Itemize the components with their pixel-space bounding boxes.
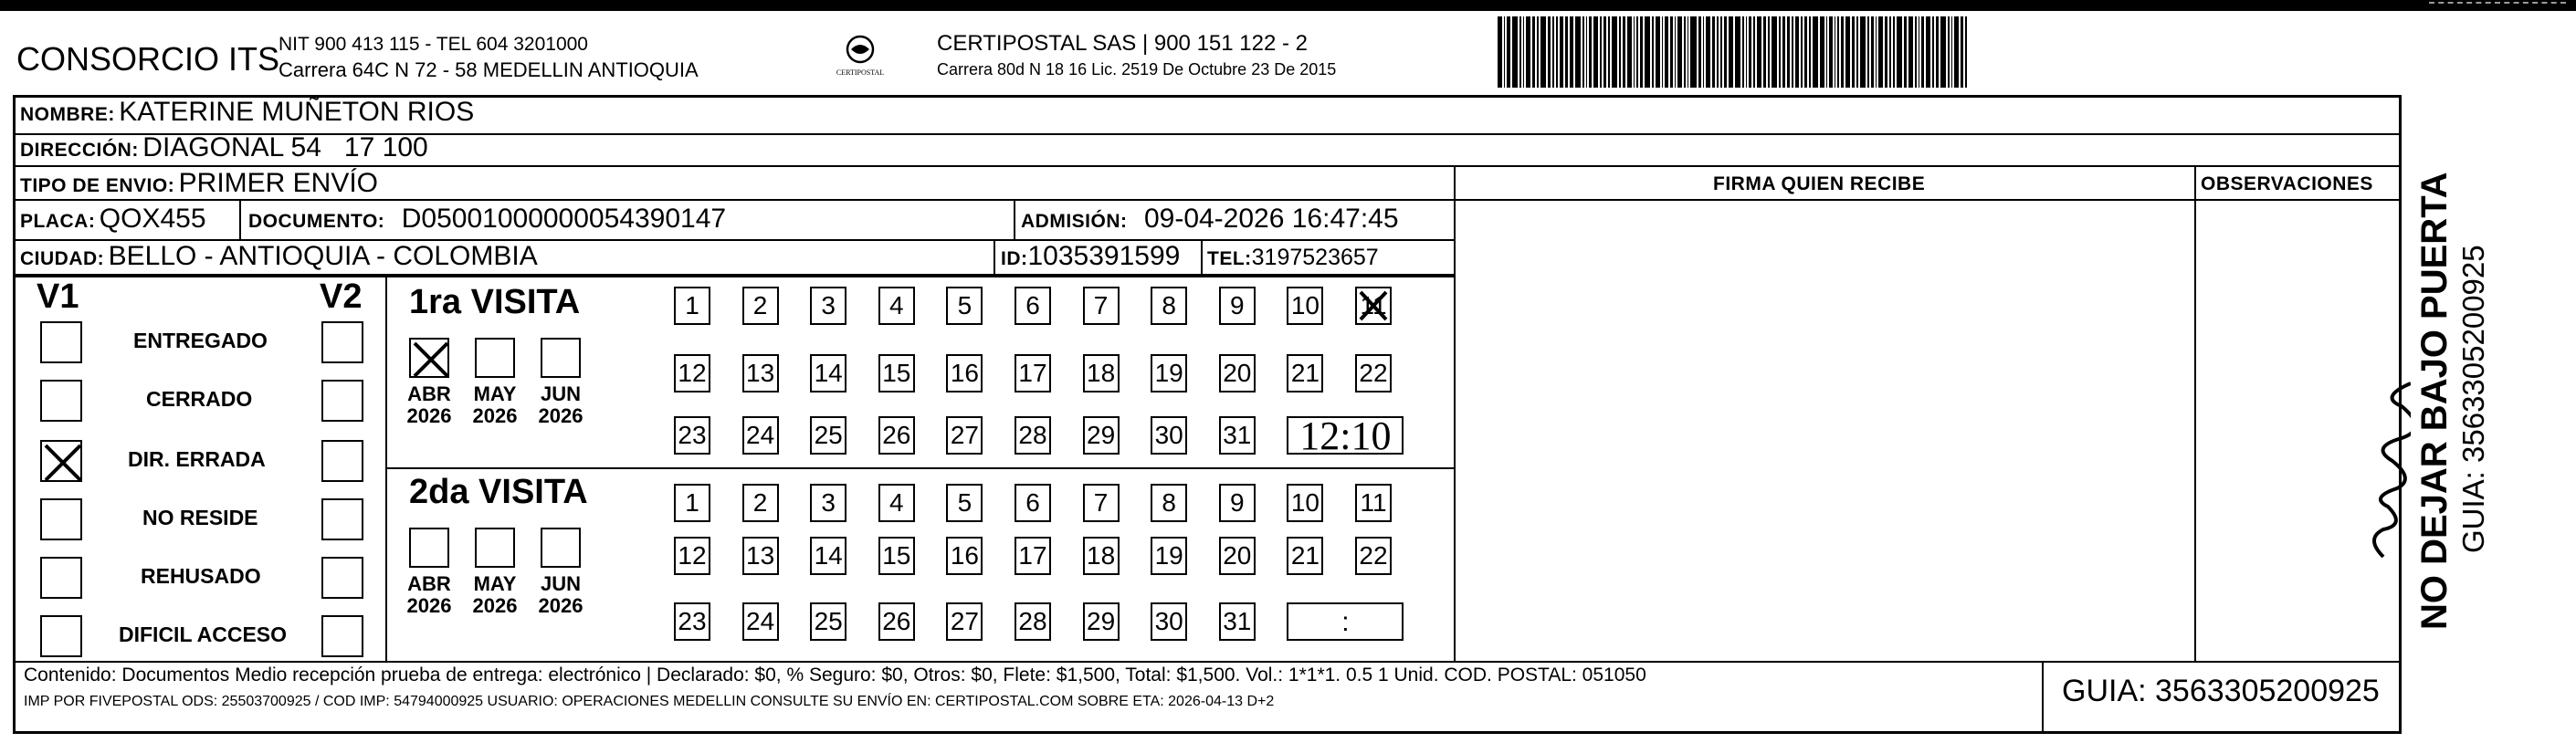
status-label: DIFICIL ACCESO [119,623,288,646]
footer-guia: GUIA: 3563305200925 [2062,674,2380,708]
observaciones-header: OBSERVACIONES [2201,173,2373,194]
barcode-bar [1772,16,1777,88]
v2-checkbox[interactable] [321,498,363,540]
status-label: DIR. ERRADA [128,447,266,471]
barcode-bar [1915,16,1917,88]
day-cell[interactable]: 22 [1355,354,1392,392]
day-cell[interactable]: 12 [674,354,710,392]
day-cell[interactable]: 25 [810,416,846,455]
barcode-bar [1782,16,1785,88]
day-cell[interactable]: 27 [946,416,983,455]
barcode-bar [1706,16,1710,88]
status-label: REHUSADO [141,564,261,588]
day-cell[interactable]: 10 [1287,287,1323,325]
day-cell[interactable]: 15 [878,537,915,575]
month-name: MAY [473,382,517,405]
nombre-value: KATERINE MUÑETON RIOS [119,97,475,127]
barcode-bar [1548,16,1551,88]
status-label: ENTREGADO [133,329,268,352]
barcode-bar [1878,16,1883,88]
v1-checkbox[interactable] [40,615,82,657]
day-cell[interactable]: 21 [1287,537,1323,575]
barcode-bar [1948,16,1950,88]
barcode-bar [1936,16,1939,88]
day-cell[interactable]: 29 [1083,416,1120,455]
documento-value: D05001000000054390147 [401,204,727,234]
barcode-bar [1645,16,1650,88]
tel-value: 3197523657 [1251,245,1379,270]
barcode-bar [1871,16,1874,88]
day-cell[interactable]: 4 [878,484,915,522]
barcode-bar [1575,16,1581,88]
barcode-bar [1526,16,1530,88]
day-cell[interactable]: 16 [946,537,983,575]
day-cell[interactable]: 7 [1083,484,1120,522]
month-year: 2026 [538,594,584,617]
month-checkbox[interactable] [475,338,515,378]
month-year: 2026 [472,404,518,427]
barcode-bar [1507,16,1509,88]
month-checkbox[interactable] [541,528,581,568]
placa-field [20,204,206,235]
barcode-bar [1809,16,1811,88]
day-cell[interactable]: 20 [1219,354,1256,392]
barcode-bar [1670,16,1673,88]
barcode-bar [1656,16,1660,88]
barcode-bar [1532,16,1535,88]
v2-checkbox[interactable] [321,615,363,657]
status-label: CERRADO [146,387,253,411]
barcode-bar [1801,16,1803,88]
barcode-bar [1652,16,1654,88]
day-cell[interactable]: 5 [946,287,983,325]
day-cell[interactable]: 27 [946,602,983,641]
day-cell[interactable]: 30 [1151,602,1187,641]
barcode-bar [1804,16,1807,88]
barcode-bar [1897,16,1902,88]
v2-checkbox[interactable] [321,380,363,422]
placa-label: PLACA: [20,211,96,232]
barcode-bar [1837,16,1839,88]
barcode-bar [1885,16,1887,88]
barcode-bar [1640,16,1643,88]
barcode-bar [1519,16,1521,88]
barcode-bar [1593,16,1598,88]
barcode-bar [1582,16,1584,88]
day-cell[interactable]: 26 [878,416,915,455]
day-cell[interactable]: 30 [1151,416,1187,455]
barcode-bar [1665,16,1667,88]
day-cell[interactable]: 5 [946,484,983,522]
ciudad-value: BELLO - ANTIOQUIA - COLOMBIA [108,241,538,271]
day-cell[interactable]: 6 [1015,484,1051,522]
v2-header: V2 [320,277,363,316]
id-label: ID: [1001,248,1028,269]
tipo-label: TIPO DE ENVIO: [20,175,175,196]
month-checkbox[interactable] [541,338,581,378]
barcode-bar [1826,16,1828,88]
logo-text: CERTIPOSTAL [836,68,885,77]
day-cell[interactable]: 10 [1287,484,1323,522]
v1-checkbox[interactable] [40,557,82,599]
status-label: NO RESIDE [142,506,258,529]
corner-marks [2429,2,2566,7]
barcode-bar [1893,16,1895,88]
barcode-bar [1703,16,1705,88]
admision-field [1021,204,1399,235]
day-cell[interactable]: 14 [810,354,846,392]
day-cell[interactable]: 6 [1015,287,1051,325]
first-visit-title: 1ra VISITA [409,283,581,321]
id-value: 1035391599 [1027,241,1181,271]
barcode-bar [1589,16,1592,88]
placa-value: QOX455 [99,204,206,234]
day-cell[interactable]: 2 [742,287,779,325]
day-cell[interactable]: 13 [742,354,779,392]
nombre-row [20,97,474,128]
month-name: JUN [540,382,581,405]
ciudad-label: CIUDAD: [20,248,105,269]
barcode-bar [1690,16,1696,88]
v1-checkbox[interactable] [40,440,82,482]
barcode-bar [1552,16,1554,88]
company-address: Carrera 64C N 72 - 58 MEDELLIN ANTIOQUIA [279,58,699,81]
day-cell[interactable]: 15 [878,354,915,392]
barcode-bar [1684,16,1686,88]
day-cell[interactable]: 29 [1083,602,1120,641]
day-cell[interactable]: 21 [1287,354,1323,392]
barcode-bar [1961,16,1963,88]
barcode-bar [1556,16,1558,88]
month-label [529,383,593,427]
barcode-bar [1570,16,1572,88]
day-cell[interactable]: 11 [1355,484,1392,522]
month-label [463,573,527,617]
day-cell[interactable]: 23 [674,416,710,455]
day-cell[interactable]: 31 [1219,602,1256,641]
barcode-bar [1954,16,1959,88]
barcode-bar [1768,16,1770,88]
day-cell[interactable]: 14 [810,537,846,575]
month-label [397,383,461,427]
barcode-bar [1792,16,1793,88]
day-cell[interactable]: 3 [810,484,846,522]
barcode-bar [1852,16,1855,88]
barcode-bar [1926,16,1930,88]
direccion-label: DIRECCIÓN: [20,140,139,161]
barcode-bar [1749,16,1751,88]
day-cell[interactable]: 19 [1151,354,1187,392]
day-cell[interactable]: 7 [1083,287,1120,325]
day-cell[interactable]: 8 [1151,287,1187,325]
barcode-bar [1932,16,1934,88]
tel-field [1207,245,1379,271]
footer-imp: IMP POR FIVEPOSTAL ODS: 25503700925 / COD IMP: 54794000925 USUARIO: OPERACIONES MEDELLIN CONSULTE SU ENVÍO EN: CERTIPOSTAL.COM SOBRE ETA: 2026-04-13 D+2 [24,694,1275,709]
day-cell[interactable]: 26 [878,602,915,641]
day-cell[interactable]: 4 [878,287,915,325]
barcode-bar [1779,16,1781,88]
month-year: 2026 [472,594,518,617]
v1-checkbox[interactable] [40,321,82,363]
month-name: ABR [407,572,451,595]
barcode-bar [1841,16,1844,88]
day-cell[interactable]: 22 [1355,537,1392,575]
day-cell[interactable]: 25 [810,602,846,641]
day-cell[interactable]: 11 [1355,287,1392,325]
barcode-bar [1856,16,1858,88]
month-checkbox[interactable] [409,528,449,568]
courier-name: CERTIPOSTAL SAS | 900 151 122 - 2 [937,31,1308,56]
side-guia: GUIA: 3563305200925 [2456,245,2490,553]
barcode-bar [1600,16,1602,88]
company-nit: NIT 900 413 115 - TEL 604 3201000 [279,34,588,55]
barcode-bar [1634,16,1635,88]
day-cell[interactable]: 31 [1219,416,1256,455]
barcode-bar [1795,16,1800,88]
second-visit-title: 2da VISITA [409,473,588,511]
day-cell[interactable]: 17 [1015,354,1051,392]
barcode-bar [1698,16,1701,88]
month-name: ABR [407,382,451,405]
barcode-bar [1746,16,1748,88]
tel-label: TEL: [1207,248,1252,269]
barcode-bar [1712,16,1715,88]
barcode-bar [1951,16,1953,88]
barcode-bar [1627,16,1632,88]
day-cell[interactable]: 23 [674,602,710,641]
barcode-bar [1889,16,1891,88]
courier-address: Carrera 80d N 18 16 Lic. 2519 De Octubre 23 De 2015 [937,60,1337,78]
barcode-bar [1867,16,1869,88]
direccion-row [20,132,428,163]
barcode-bar [1523,16,1525,88]
barcode-bar [1787,16,1790,88]
admision-label: ADMISIÓN: [1021,211,1128,232]
barcode-bar [1603,16,1606,88]
month-name: MAY [473,572,517,595]
barcode-bar [1965,16,1967,88]
barcode-bar [1717,16,1719,88]
company-name: CONSORCIO ITS [16,40,280,78]
day-cell[interactable]: 28 [1015,416,1051,455]
v2-checkbox[interactable] [321,557,363,599]
v2-checkbox[interactable] [321,440,363,482]
month-name: JUN [540,572,581,595]
barcode-bar [1688,16,1689,88]
month-year: 2026 [538,404,584,427]
day-cell[interactable]: 19 [1151,537,1187,575]
day-cell[interactable]: 17 [1015,537,1051,575]
admision-value: 09-04-2026 16:47:45 [1143,204,1399,234]
day-cell[interactable]: 9 [1219,287,1256,325]
day-cell[interactable]: 13 [742,537,779,575]
barcode-bar [1921,16,1924,88]
barcode-bar [1835,16,1836,88]
documento-label: DOCUMENTO: [248,211,385,232]
top-border [0,0,2576,11]
tipo-value: PRIMER ENVÍO [178,168,379,198]
barcode-bar [1860,16,1866,88]
day-cell[interactable]: 12 [674,537,710,575]
certipostal-logo [826,33,894,80]
barcode-bar [1636,16,1638,88]
month-year: 2026 [406,594,452,617]
barcode-bar [1677,16,1682,88]
v1-header: V1 [37,277,79,316]
barcode-bar [1829,16,1832,88]
day-cell[interactable]: 24 [742,416,779,455]
month-checkbox[interactable] [475,528,515,568]
direccion-value: DIAGONAL 54 17 100 [142,132,428,162]
barcode-bar [1540,16,1546,88]
barcode-bar [1586,16,1588,88]
time-field[interactable]: : [1287,602,1404,641]
day-cell[interactable]: 1 [674,287,710,325]
day-cell[interactable]: 28 [1015,602,1051,641]
day-cell[interactable]: 18 [1083,537,1120,575]
barcode-bar [1940,16,1946,88]
barcode-bar [1675,16,1677,88]
day-cell[interactable]: 9 [1219,484,1256,522]
barcode-bar [1757,16,1761,88]
v1-checkbox[interactable] [40,380,82,422]
barcode-bar [1813,16,1818,88]
day-cell[interactable]: 24 [742,602,779,641]
id-field [1001,241,1180,272]
month-label [397,573,461,617]
barcode-bar [1498,16,1502,88]
barcode-bar [1919,16,1920,88]
footer-content: Contenido: Documentos Medio recepción prueba de entrega: electrónico | Declarado: $0, % Seguro: $0, Otros: $0, Flete: $1,500, Total: $1,500. Vol.: 1*1*1. 0.5 1 Unid. COD. POSTAL: 051050 [24,665,1646,685]
firma-header: FIRMA QUIEN RECIBE [1713,173,1926,194]
barcode-bar [1763,16,1766,88]
barcode-bar [1608,16,1610,88]
time-field[interactable]: 12:10 [1287,416,1404,455]
day-cell[interactable]: 16 [946,354,983,392]
barcode-bar [1612,16,1617,88]
barcode-bar [1753,16,1755,88]
v2-checkbox[interactable] [321,321,363,363]
barcode-bar [1729,16,1733,88]
day-cell[interactable]: 8 [1151,484,1187,522]
barcode-bar [1845,16,1850,88]
barcode-bar [1724,16,1727,88]
day-cell[interactable]: 1 [674,484,710,522]
barcode-bar [1504,16,1506,88]
barcode-bar [1908,16,1913,88]
barcode-bar [1820,16,1824,88]
ciudad-field [20,241,538,272]
barcode-bar [1876,16,1877,88]
handwritten-signature [2347,347,2411,566]
month-label [529,573,593,617]
month-year: 2026 [406,404,452,427]
barcode-bar [1904,16,1907,88]
day-cell[interactable]: 3 [810,287,846,325]
documento-field [248,204,726,235]
side-warning: NO DEJAR BAJO PUERTA [2414,172,2455,630]
tipo-row [20,168,378,199]
barcode-bar [1565,16,1568,88]
barcode-bar [1619,16,1621,88]
barcode-bar [1735,16,1740,88]
month-label [463,383,527,427]
nombre-label: NOMBRE: [20,104,115,125]
barcode-bar [1742,16,1744,88]
barcode [1498,16,2219,88]
barcode-bar [1537,16,1539,88]
month-checkbox[interactable] [409,338,449,378]
v1-checkbox[interactable] [40,498,82,540]
day-cell[interactable]: 18 [1083,354,1120,392]
barcode-bar [1512,16,1518,88]
day-cell[interactable]: 20 [1219,537,1256,575]
barcode-bar [1560,16,1564,88]
barcode-bar [1720,16,1722,88]
barcode-bar [1623,16,1625,88]
day-cell[interactable]: 2 [742,484,779,522]
barcode-bar [1662,16,1664,88]
